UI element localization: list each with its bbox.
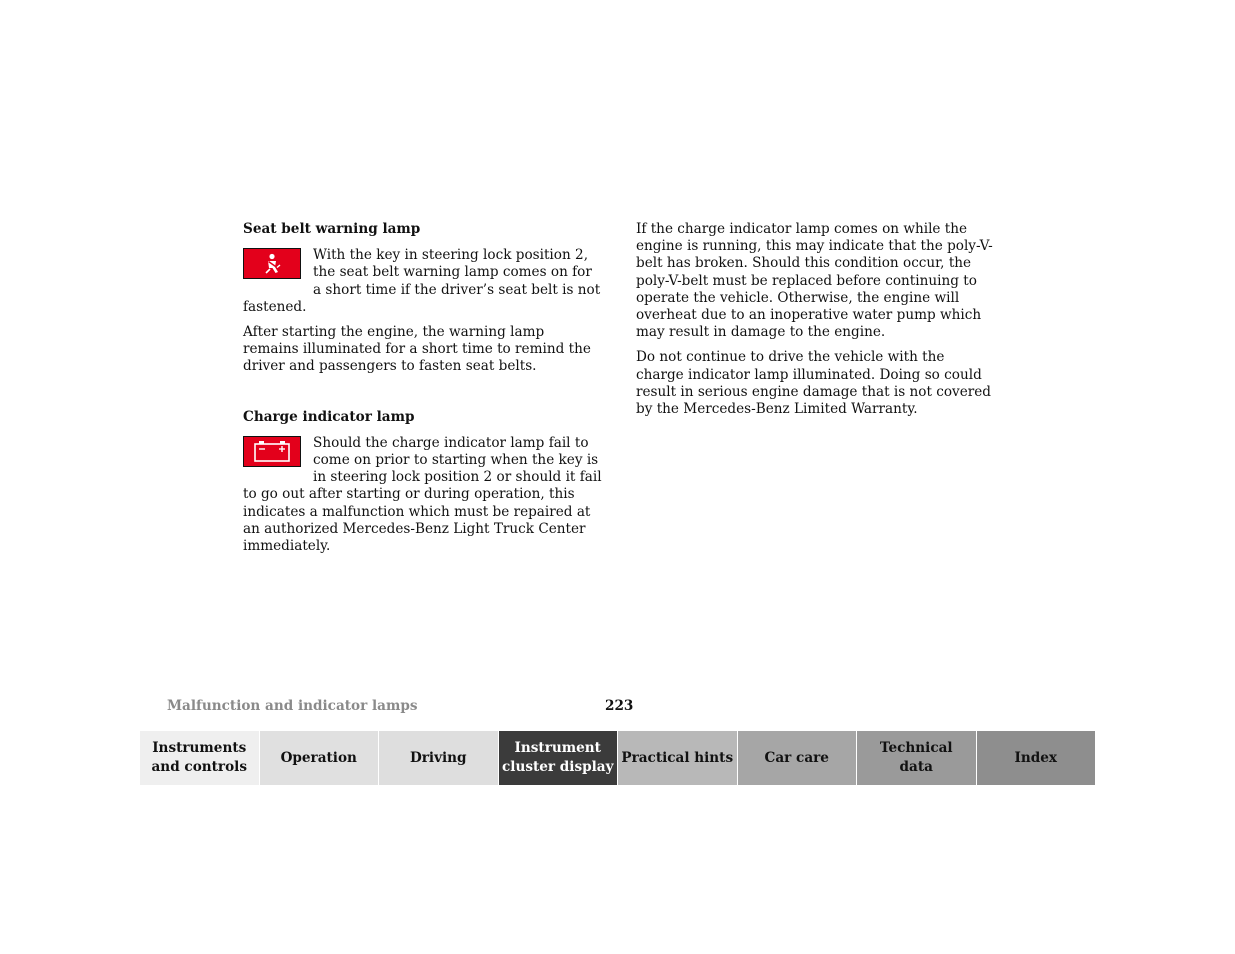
seat-belt-description: With the key in steering lock position 2, the seat belt warning lamp comes on for a short time if the driver’s seat belt is not fastened. — [243, 247, 601, 315]
battery-icon — [243, 436, 301, 467]
page-number: 223 — [605, 698, 634, 714]
seat-belt-paragraph: After starting the engine, the warning lamp remains illuminated for a short time to remind the driver and passengers to fasten seat belts. — [243, 324, 591, 375]
tab-car-care[interactable]: Car care — [738, 731, 858, 785]
poly-v-belt-paragraph: If the charge indicator lamp comes on while the engine is running, this may indicate that the poly-V-belt has broken. Should this condition occur, the poly-V-belt must be replaced before continuing to operate the vehicle. Otherwise, the engine will overheat due to an inoperative water pump which may result in damage to the engine. — [636, 221, 993, 341]
tab-practical-hints[interactable]: Practical hints — [618, 731, 738, 785]
left-column — [243, 221, 603, 563]
seat-belt-lamp-block — [243, 247, 603, 316]
chapter-navigation — [140, 731, 1095, 785]
seat-belt-icon — [243, 248, 301, 279]
tab-driving[interactable]: Driving — [379, 731, 499, 785]
tab-instruments-and-controls[interactable]: Instruments and controls — [140, 731, 260, 785]
charge-heading: Charge indicator lamp — [243, 408, 415, 425]
tab-technical-data[interactable]: Technical data — [857, 731, 977, 785]
warranty-paragraph: Do not continue to drive the vehicle with the charge indicator lamp illuminated. Doing so could result in serious engine damage that is not covered by the Mercedes-Benz Limited Warranty. — [636, 349, 992, 418]
seat-belt-heading: Seat belt warning lamp — [243, 221, 421, 237]
right-column — [636, 221, 996, 426]
tab-operation[interactable]: Operation — [260, 731, 380, 785]
charge-description: Should the charge indicator lamp fail to come on prior to starting when the key is in steering lock position 2 or should it fail to go out after starting or during operation, this indicates a malfunction which must be repaired at an authorized Mercedes-Benz Light Truck Center immediately. — [243, 434, 602, 555]
section-title: Malfunction and indicator lamps — [167, 698, 418, 714]
tab-index[interactable]: Index — [977, 731, 1096, 785]
tab-instrument-cluster-display[interactable]: Instrument cluster display — [499, 731, 619, 785]
charge-lamp-block — [243, 435, 603, 555]
